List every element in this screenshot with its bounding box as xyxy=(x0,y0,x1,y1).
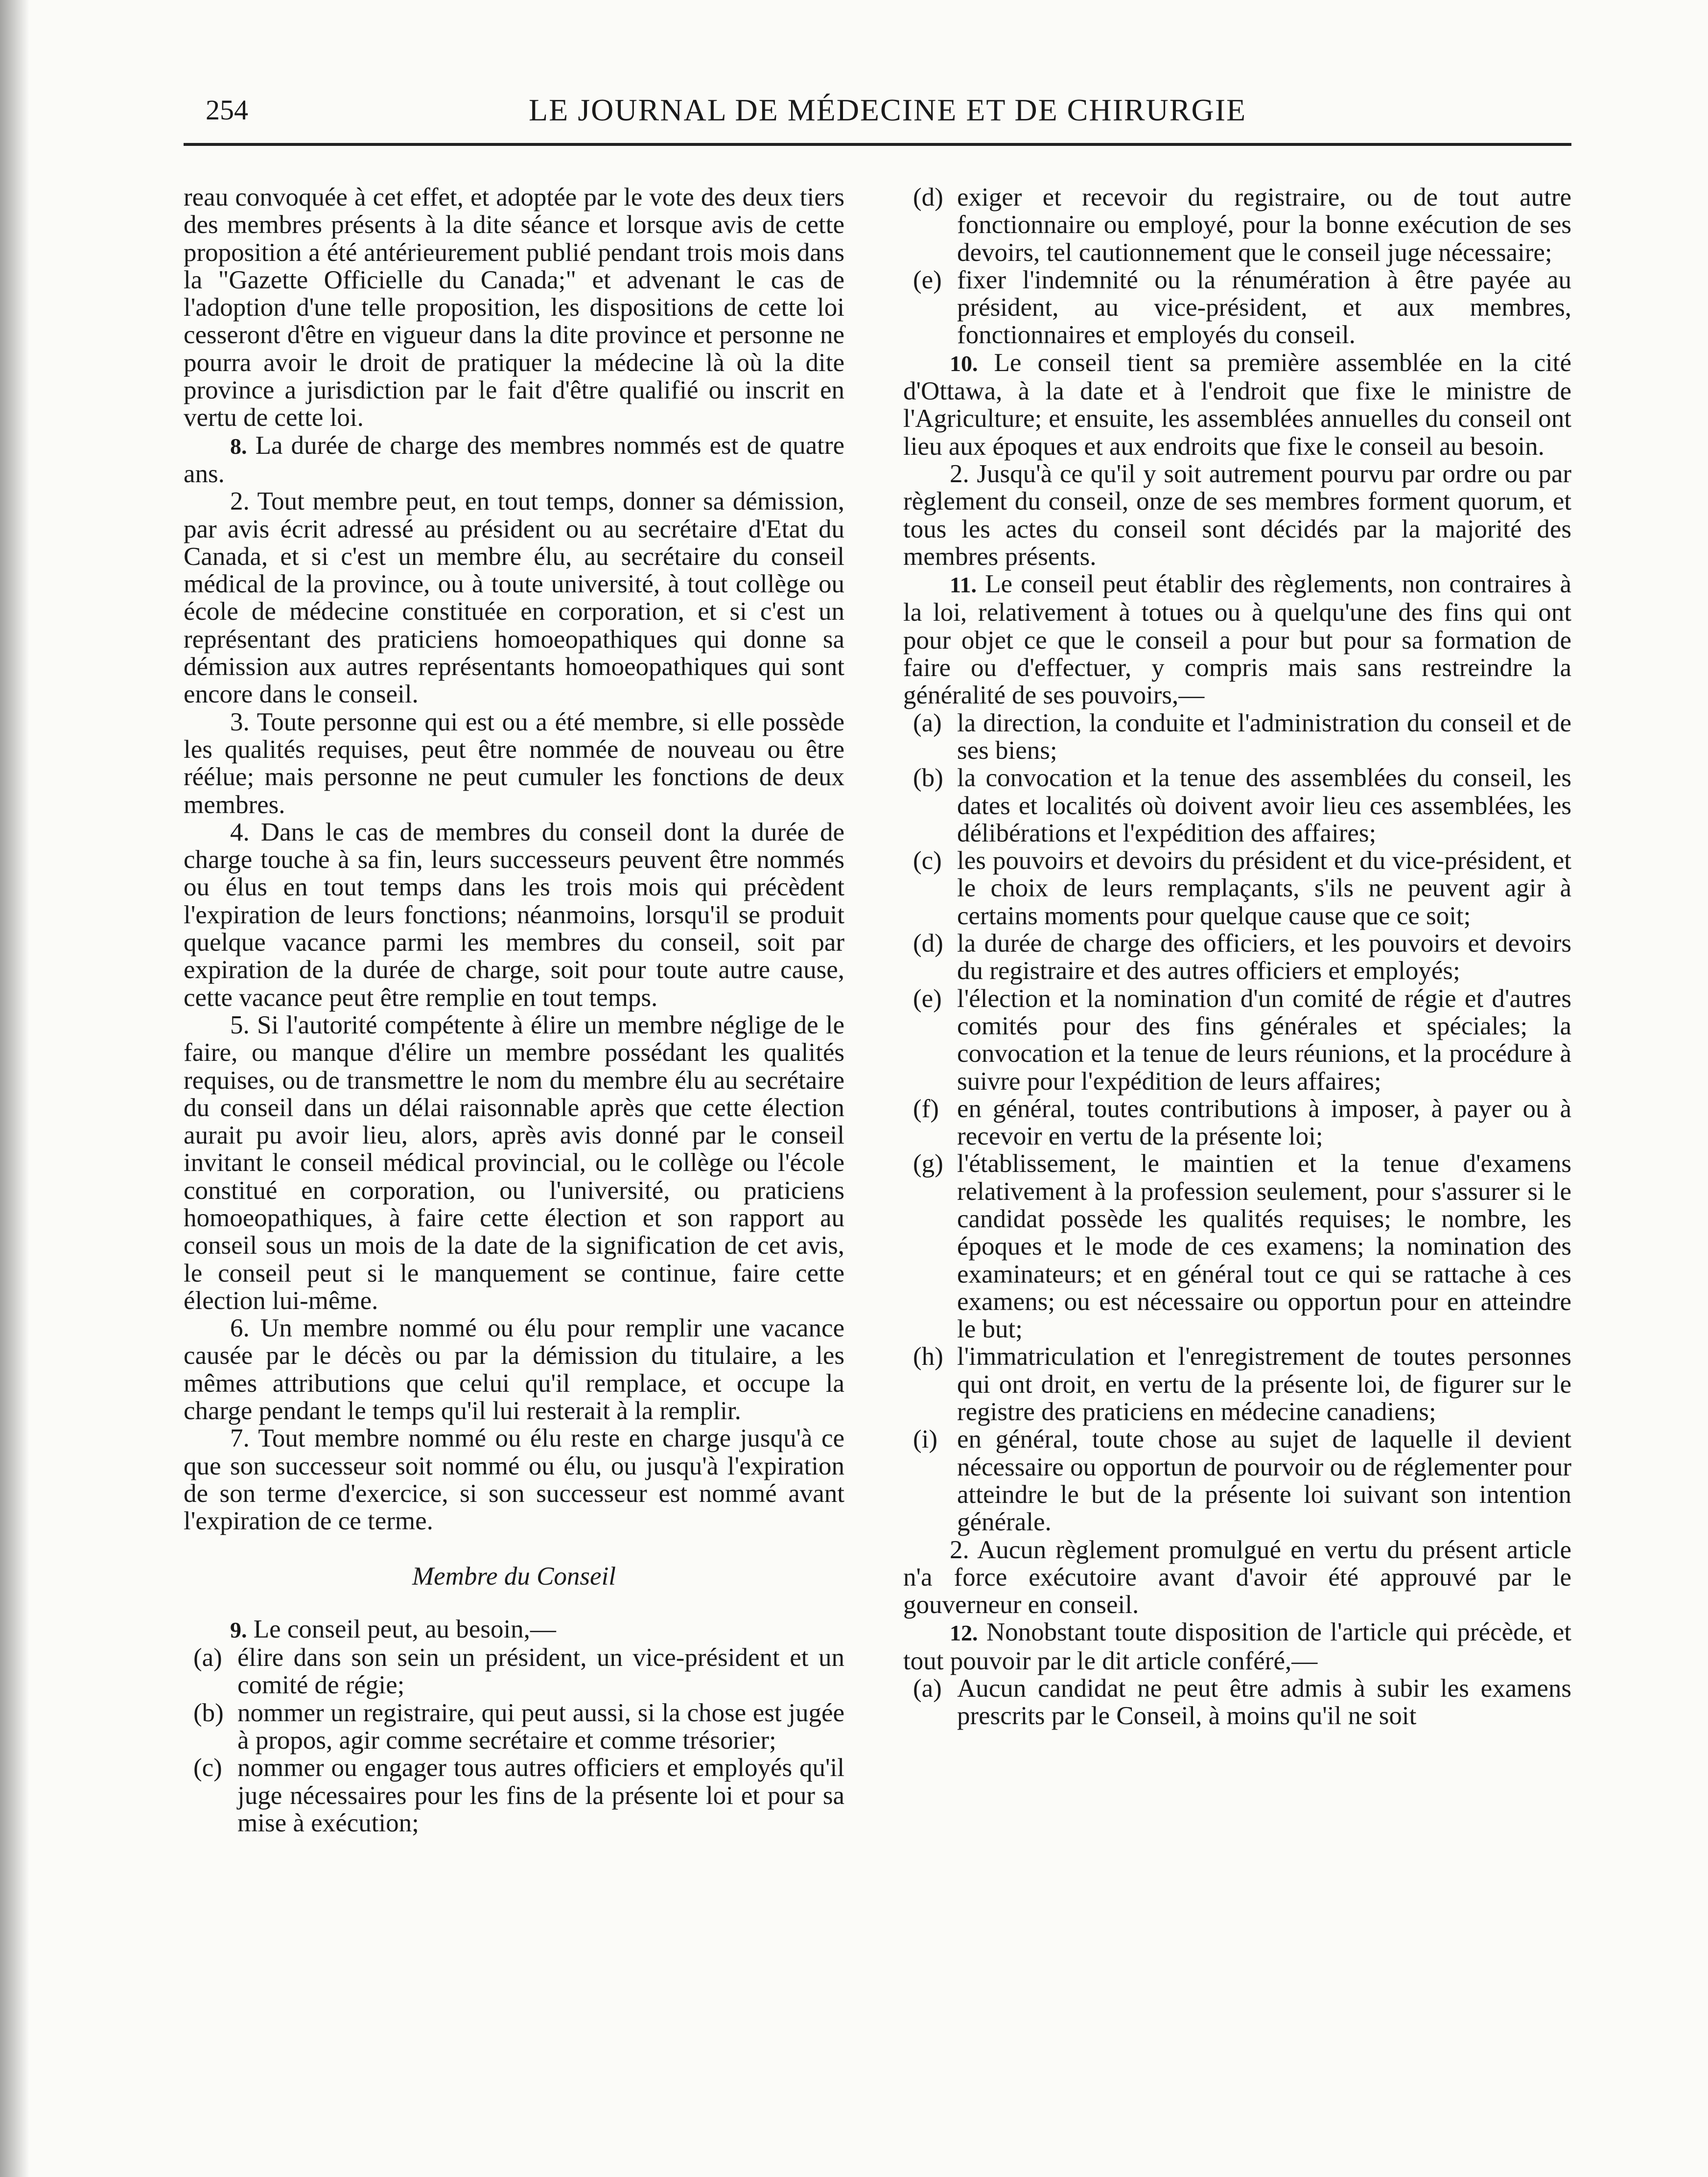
paragraph xyxy=(903,349,1571,460)
list-item xyxy=(903,847,1571,930)
item-label: (b) xyxy=(193,1698,224,1727)
item-label: (c) xyxy=(193,1754,222,1782)
paragraph xyxy=(903,570,1571,709)
item-label: (a) xyxy=(913,708,942,737)
article-number: 12. xyxy=(950,1620,978,1646)
item-text: l'élection et la nomination d'un comité de régie et d'autres comités pour des fins générales et spéciales; la convocation et la tenue de leurs réunions, et la procédure à suivre pour l'expédition de leurs affaires; xyxy=(957,984,1571,1096)
item-label: (a) xyxy=(193,1643,222,1672)
item-label: (e) xyxy=(913,984,942,1013)
item-text: élire dans son sein un président, un vice-président et un comité de régie; xyxy=(237,1643,844,1700)
item-text: en général, toute chose au sujet de laquelle il devient nécessaire ou opportun de pourvoir ou de réglementer pour atteindre le but de la présente loi suivant son intention générale. xyxy=(957,1425,1571,1537)
article-number: 8. xyxy=(230,433,247,459)
item-text: l'établissement, le maintien et la tenue d'examens relativement à la profession seulement, pour s'assurer si le candidat possède les qualités requises; le nombre, les époques et le mode de ces examens; la nomination des examinateurs; et en général tout ce qui se rattache à ces examens; ou est nécessaire ou opportun pour en atteindre le but; xyxy=(957,1149,1571,1344)
paragraph xyxy=(903,460,1571,570)
item-text: en général, toutes contributions à imposer, à payer ou à recevoir en vertu de la présente loi; xyxy=(957,1094,1571,1151)
subsection-number: 2. xyxy=(950,459,969,488)
list-item xyxy=(903,1426,1571,1536)
list-item xyxy=(903,1343,1571,1426)
item-label: (e) xyxy=(913,265,942,294)
paragraph-text: Le conseil peut établir des règlements, non contraires à la loi, relativement à totues ou à quelqu'une des fins qui ont pour objet ce que le conseil a pour but pour sa formation de faire ou d'effectuer, y compris mais sans restreindre la généralité de ses pouvoirs,— xyxy=(903,570,1571,710)
subsection-number: 6. xyxy=(230,1314,250,1343)
item-label: (d) xyxy=(913,929,943,958)
list-item xyxy=(903,1150,1571,1343)
left-column xyxy=(184,184,844,1837)
list-item xyxy=(903,266,1571,349)
subsection-number: 7. xyxy=(230,1424,250,1453)
paragraph xyxy=(184,1425,844,1535)
paragraph xyxy=(903,1618,1571,1675)
item-label: (b) xyxy=(913,764,943,793)
paragraph-text: Nonobstant toute disposition de l'article qui précède, et tout pouvoir par le dit article conféré,— xyxy=(903,1618,1571,1675)
paragraph-text: Si l'autorité compétente à élire un membre néglige de le faire, ou manque d'élire un membre possédant les qualités requises, ou de transmettre le nom du membre élu au secrétaire du conseil dans un délai raisonnable après que cette élection aurait pu avoir lieu, alors, après avis donné par le conseil invitant le conseil médical provincial, ou le collège ou l'école constitué en corporation, ou l'université, ou praticiens homoeopathiques, à faire cette élection et son rapport au conseil sous un mois de la date de la signification de cet avis, le conseil peut si le manquement se continue, faire cette élection lui-même. xyxy=(184,1010,844,1315)
article-number: 9. xyxy=(230,1617,247,1642)
paragraph-text: Dans le cas de membres du conseil dont la durée de charge touche à sa fin, leurs successeurs peuvent être nommés ou élus en tout temps dans les trois mois qui précèdent l'expiration de leurs fonctions; néanmoins, lorsqu'il se produit quelque vacance parmi les membres du conseil, soit par expiration de la durée de charge, soit pour toute autre cause, cette vacance peut être remplie en tout temps. xyxy=(184,818,844,1012)
scan-edge-shadow xyxy=(0,0,29,2177)
list-item xyxy=(903,709,1571,765)
item-text: la convocation et la tenue des assemblées du conseil, les dates et localités où doivent avoir lieu ces assemblées, les délibérations et l'expédition des affaires; xyxy=(957,764,1571,847)
paragraph-text: Toute personne qui est ou a été membre, si elle possède les qualités requises, peut être nommée de nouveau ou être réélue; mais personne ne peut cumuler les fonctions de deux membres. xyxy=(184,707,845,819)
right-column xyxy=(903,184,1571,1730)
list-item xyxy=(184,1699,844,1755)
article-number: 10. xyxy=(950,351,978,376)
item-text: l'immatriculation et l'enregistrement de toutes personnes qui ont droit, en vertu de la présente loi, de figurer sur le registre des praticiens en médecine canadiens; xyxy=(957,1342,1571,1427)
running-title: LE JOURNAL DE MÉDECINE ET DE CHIRURGIE xyxy=(529,93,1247,127)
subsection-number: 5. xyxy=(230,1010,250,1039)
paragraph-text: Le conseil tient sa première assemblée en la cité d'Ottawa, à la date et à l'endroit que fixe le ministre de l'Agriculture; et ensuite, les assemblées annuelles du conseil ont lieu aux époques et aux endroits que fixe le conseil au besoin. xyxy=(903,348,1571,461)
paragraph xyxy=(184,488,844,708)
paragraph-text: Jusqu'à ce qu'il y soit autrement pourvu par ordre ou par règlement du conseil, onze de ses membres forment quorum, et tous les actes du conseil sont décidés par la majorité des membres présents. xyxy=(903,459,1572,571)
paragraph-text: Tout membre peut, en tout temps, donner sa démission, par avis écrit adressé au président ou au secrétaire d'Etat du Canada, et si c'est un membre élu, au secrétaire du conseil médical de la province, ou à toute université, à tout collège ou école de médecine constituée en corporation, et si c'est un représentant des praticiens homoeopathiques qui donne sa démission aux autres représentants homoeopathiques qui sont encore dans le conseil. xyxy=(184,487,844,709)
paragraph-text: Un membre nommé ou élu pour remplir une vacance causée par le décès ou par la démission du titulaire, a les mêmes attributions que celui qu'il remplace, et occupe la charge pendant le temps qu'il lui resterait à la remplir. xyxy=(184,1314,845,1426)
paragraph: reau convoquée à cet effet, et adoptée par le vote des deux tiers des membres présents à la dite séance et lorsque avis de cette proposition a été antérieurement publié pendant trois mois dans la "Gazette Officielle du Canada;" et advenant le cas de l'adoption d'une telle proposition, les dispositions de cette loi cesseront d'être en vigueur dans la dite province et personne ne pourra avoir le droit de pratiquer la médecine là où la dite province a jurisdiction par le fait d'être qualifié ou inscrit en vertu de cette loi. xyxy=(184,183,844,432)
paragraph xyxy=(184,432,844,488)
item-label: (h) xyxy=(913,1342,943,1371)
paragraph xyxy=(184,819,844,1011)
list-item xyxy=(903,764,1571,847)
item-text: la durée de charge des officiers, et les pouvoirs et devoirs du registraire et des autres officiers et employés; xyxy=(957,929,1571,985)
item-text: nommer un registraire, qui peut aussi, si la chose est jugée à propos, agir comme secrétaire et comme trésorier; xyxy=(237,1698,844,1755)
item-text: les pouvoirs et devoirs du président et du vice-président, et le choix de leurs remplaçants, s'ils ne peuvent agir à certains moments pour quelque cause que ce soit; xyxy=(957,846,1571,930)
list-item xyxy=(903,985,1571,1095)
paragraph xyxy=(184,708,844,819)
item-text: nommer ou engager tous autres officiers et employés qu'il juge nécessaires pour les fins de la présente loi et pour sa mise à exécution; xyxy=(237,1754,844,1837)
paragraph-text: Aucun règlement promulgué en vertu du présent article n'a force exécutoire avant d'avoir été approuvé par le gouverneur en conseil. xyxy=(903,1535,1571,1619)
item-text: exiger et recevoir du registraire, ou de tout autre fonctionnaire ou employé, pour la bonne exécution de ses devoirs, tel cautionnement que le conseil juge nécessaire; xyxy=(957,183,1571,267)
item-label: (i) xyxy=(913,1425,938,1454)
header-rule xyxy=(184,143,1571,146)
subsection-number: 2. xyxy=(950,1535,969,1564)
page-number: 254 xyxy=(206,94,248,126)
paragraph xyxy=(184,1314,844,1425)
list-item xyxy=(184,1754,844,1837)
paragraph xyxy=(903,1536,1571,1619)
article-number: 11. xyxy=(950,572,977,598)
paragraph-text: Le conseil peut, au besoin,— xyxy=(253,1615,556,1643)
page-header xyxy=(206,91,1586,135)
list-item xyxy=(903,1675,1571,1730)
list-item xyxy=(903,1095,1571,1150)
item-label: (g) xyxy=(913,1149,943,1178)
paragraph-text: La durée de charge des membres nommés est de quatre ans. xyxy=(184,431,844,488)
item-label: (f) xyxy=(913,1094,939,1123)
paragraph-text: Tout membre nommé ou élu reste en charge jusqu'à ce que son successeur soit nommé ou élu, ou jusqu'à l'expiration de son terme d'exercice, si son successeur est nommé avant l'expiration de ce terme. xyxy=(184,1424,845,1536)
subsection-number: 4. xyxy=(230,818,250,846)
item-text: la direction, la conduite et l'administration du conseil et de ses biens; xyxy=(957,708,1571,765)
subsection-number: 3. xyxy=(230,707,250,736)
list-item xyxy=(903,930,1571,985)
item-label: (c) xyxy=(913,846,942,875)
section-heading: Membre du Conseil xyxy=(412,1562,616,1591)
item-text: Aucun candidat ne peut être admis à subir les examens prescrits par le Conseil, à moins qu'il ne soit xyxy=(957,1674,1571,1731)
item-text: fixer l'indemnité ou la rénumération à être payée au président, au vice-président, et aux membres, fonctionnaires et employés du conseil. xyxy=(957,265,1571,350)
subsection-number: 2. xyxy=(230,487,250,516)
item-label: (d) xyxy=(913,183,943,211)
list-item xyxy=(184,1644,844,1699)
paragraph xyxy=(184,1615,844,1644)
list-item xyxy=(903,184,1571,266)
paragraph xyxy=(184,1011,844,1314)
item-label: (a) xyxy=(913,1674,942,1703)
